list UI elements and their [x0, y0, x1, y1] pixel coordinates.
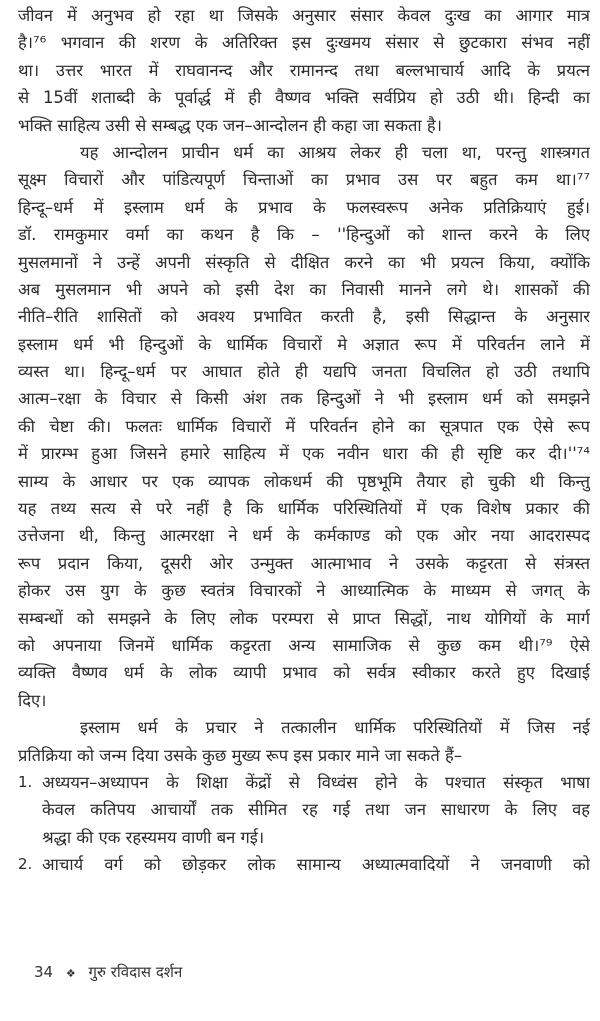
paragraph [18, 2, 590, 139]
text-line: हिन्दू–धर्म में इस्लाम धर्म के प्रभाव के फलस्वरूप अनेक प्रतिक्रियाएं हुई। [18, 197, 590, 217]
text-line: डॉ. रामकुमार वर्मा का कथन है कि – ''हिन्दुओं को शान्त करने के लिए [18, 225, 590, 245]
text-line: अध्ययन–अध्यापन के शिक्षा केंद्रों से विध्वंस होने के पश्चात संस्कृत भाषा [42, 772, 590, 792]
paragraph [18, 714, 590, 769]
text-line: अब मुसलमान भी अपने को इसी देश का निवासी मानने लगे थे। शासकों की [18, 279, 590, 299]
text-line: रूप प्रदान किया, दूसरी ओर उन्मुक्त आत्माभाव ने उसके कट्टरता से संत्रस्त [18, 553, 590, 573]
list-item [18, 769, 590, 851]
text-line: दिए। [18, 690, 47, 710]
text-line: को अपनाया जिनमें धार्मिक कट्टरता अन्य सामाजिक से कुछ कम थी।⁷⁹ ऐसे [18, 635, 590, 655]
text-line: होकर उस युग के कुछ स्वतंत्र विचारकों ने आध्यात्मिक के माध्यम से जगत् के [18, 581, 590, 601]
text-line: सम्बन्धों को समझने के लिए लोक परम्परा से प्राप्त सिद्धों, नाथ योगियों के मार्ग [18, 608, 590, 628]
text-line: साम्य के आधार पर एक व्यापक लोकधर्म की पृष्ठभूमि तैयार हो चुकी थी किन्तु [18, 471, 590, 491]
text-line: नीति–रीति शासितों को अवश्य प्रभावित करती है, इसी सिद्धान्त के अनुसार [18, 307, 590, 327]
text-line: मुसलमानों ने उन्हें अपनी संस्कृति से दीक्षित करने का भी प्रयत्न किया, क्योंकि [18, 252, 590, 272]
text-line: उत्तेजना थी, किन्तु आत्मरक्षा ने धर्म के कर्मकाण्ड को एक ओर नया आदरास्पद [18, 526, 590, 546]
text-line: जीवन में अनुभव हो रहा था जिसके अनुसार संसार केवल दुःख का आगार मात्र [18, 6, 590, 25]
list-item [18, 851, 590, 878]
text-line: में प्रारम्भ हुआ जिसने हमारे साहित्य में एक नवीन धारा की ही सृष्टि कर दी।''⁷⁴ [18, 444, 590, 464]
list-number: 1. [18, 772, 33, 791]
text-line: यह तथ्य सत्य से परे नहीं है कि धार्मिक परिस्थितियों में एक विशेष प्रकार की [18, 499, 590, 519]
text-line: व्यक्ति वैष्णव धर्म के लोक व्यापी प्रभाव को सर्वत्र स्वीकार करते हुए दिखाई [18, 663, 590, 683]
text-line: केवल कतिपय आचार्यों तक सीमित रह गई तथा जन साधारण के लिए वह [42, 800, 590, 820]
text-line: व्यस्त था। हिन्दू–धर्म पर आघात होते ही यद्यपि जनता विचलित हो उठी तथापि [18, 362, 590, 382]
ornament-icon: ❖ [65, 967, 76, 980]
text-line: भक्ति साहित्य उसी से सम्बद्ध एक जन–आन्दोलन ही कहा जा सकता है। [18, 115, 442, 135]
text-line: श्रद्धा की एक रहस्यमय वाणी बन गई। [42, 827, 265, 847]
text-line: की चेष्टा की। फलतः धार्मिक विचारों में परिवर्तन होने का सूत्रपात एक ऐसे रूप [18, 416, 590, 436]
page-body [18, 2, 590, 879]
page-footer [34, 962, 190, 982]
text-line: से 15वीं शताब्दी के पूर्वार्द्ध में ही वैष्णव भक्ति सर्वप्रिय हो उठी थी। हिन्दी का [18, 88, 590, 108]
text-line: प्रतिक्रिया को जन्म दिया उसके कुछ मुख्य रूप इस प्रकार माने जा सकते हैं– [18, 745, 463, 765]
text-line: यह आन्दोलन प्राचीन धर्म का आश्रय लेकर ही चला था, परन्तु शास्त्रगत [80, 142, 590, 162]
text-line: सूक्ष्म विचारों और पांडित्यपूर्ण चिन्ताओं का प्रभाव उस पर बहुत कम था।⁷⁷ [18, 170, 590, 190]
paragraph [18, 139, 590, 714]
book-title: गुरु रविदास दर्शन [88, 963, 183, 981]
text-line: था। उत्तर भारत में राघवानन्द और रामानन्द तथा बल्लभाचार्य आदि के प्रयत्न [18, 60, 590, 80]
text-line: इस्लाम धर्म भी हिन्दुओं के धार्मिक विचारों मे अज्ञात रूप में परिवर्तन लाने में [18, 334, 590, 354]
text-line: इस्लाम धर्म के प्रचार ने तत्कालीन धार्मिक परिस्थितियों में जिस नई [80, 718, 590, 738]
text-line: आत्म–रक्षा के विचार से किसी अंश तक हिन्दुओं ने भी इस्लाम धर्म को समझने [18, 389, 590, 409]
list-number: 2. [18, 855, 33, 874]
page-number: 34 [34, 963, 54, 981]
text-line: है।⁷⁶ भगवान की शरण के अतिरिक्त इस दुःखमय संसार से छुटकारा संभव नहीं [18, 33, 590, 53]
text-line: आचार्य वर्ग को छोड़कर लोक सामान्य अध्यात्मवादियों ने जनवाणी को [42, 855, 590, 875]
